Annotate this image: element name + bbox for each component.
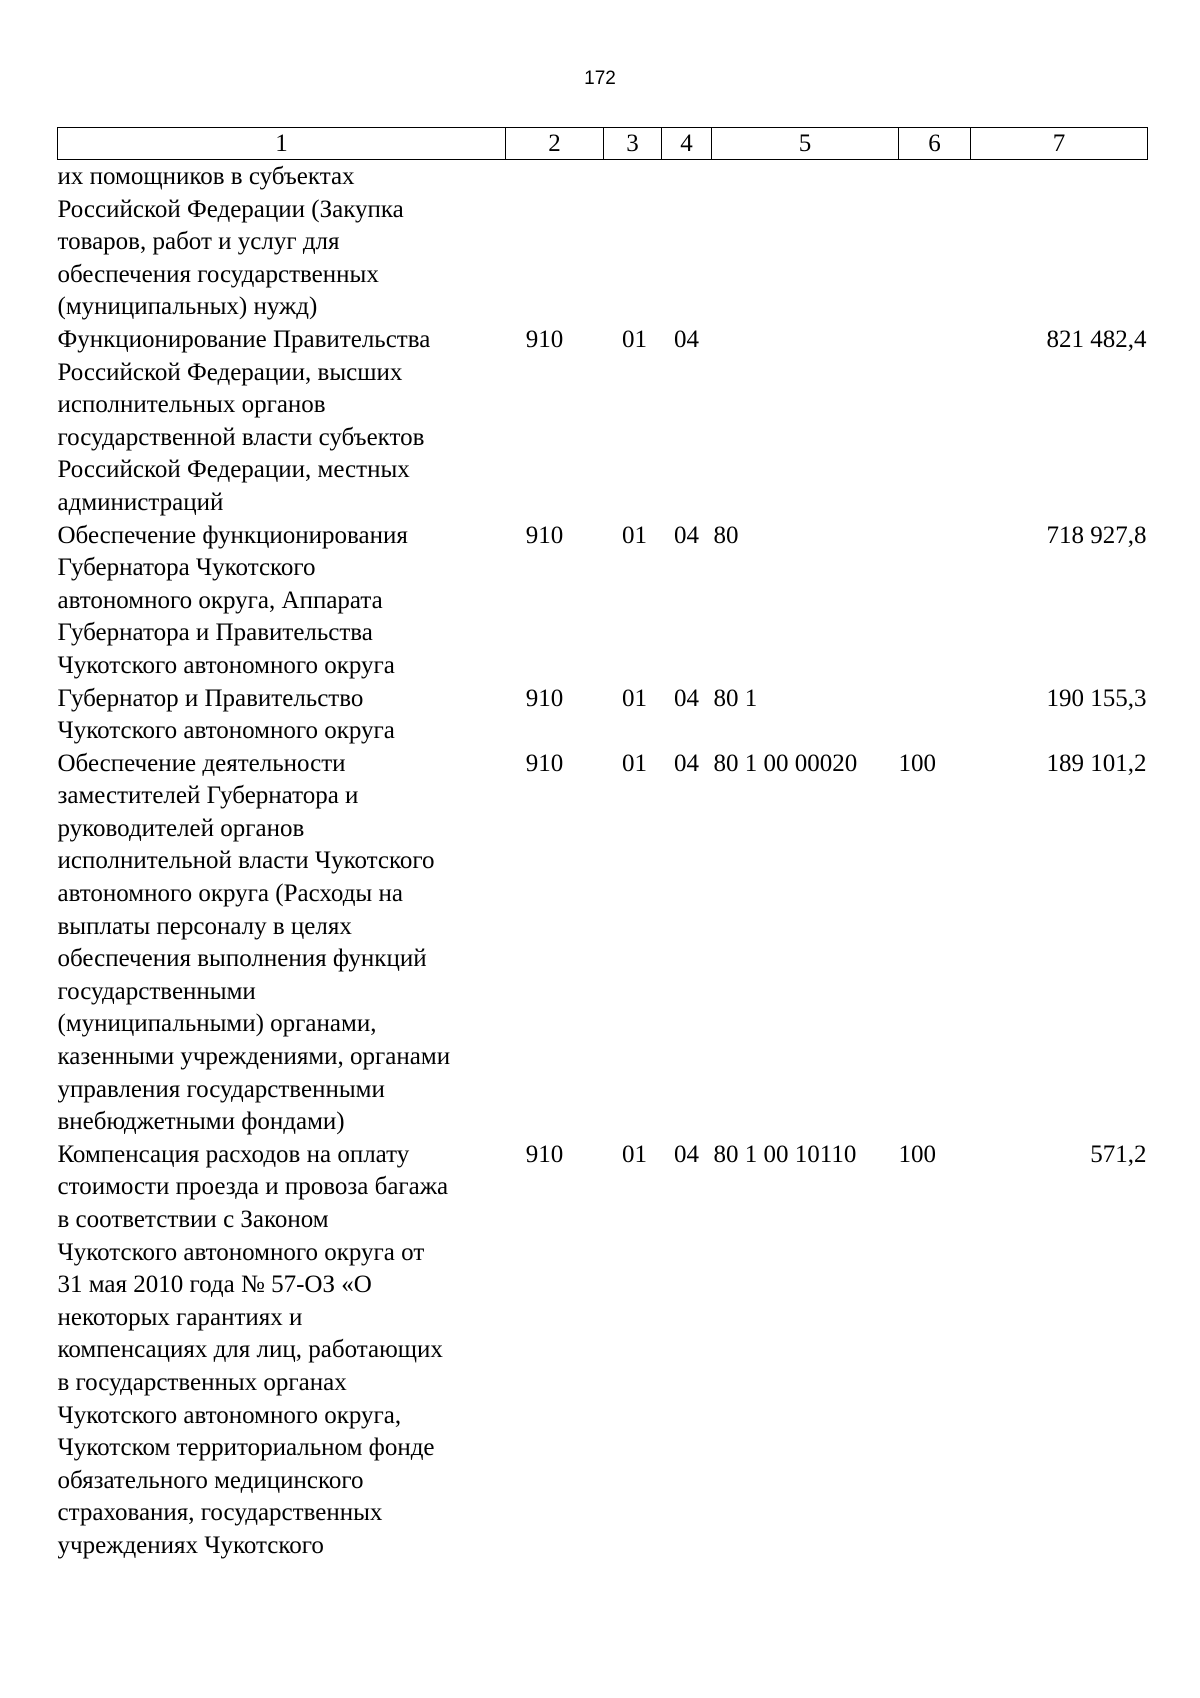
amount-cell: 718 927,8 bbox=[1046, 521, 1147, 549]
amount-cell: 571,2 bbox=[1090, 1140, 1147, 1168]
budget-table bbox=[57, 127, 1148, 1563]
ministry-code-cell: 910 bbox=[525, 684, 564, 712]
target-article-cell bbox=[712, 324, 899, 520]
expense-type-cell bbox=[899, 520, 971, 683]
row-description bbox=[58, 160, 506, 324]
page-number: 172 bbox=[584, 68, 616, 89]
section-code-cell: 01 bbox=[622, 325, 647, 353]
description-line: Российской Федерации, высших bbox=[57, 358, 403, 386]
amount-cell bbox=[971, 160, 1148, 324]
expense-type-cell bbox=[899, 160, 971, 324]
table-header bbox=[58, 128, 1148, 160]
description-line: Чукотского автономного округа bbox=[57, 717, 395, 745]
description-line: Компенсация расходов на оплату bbox=[57, 1140, 410, 1168]
description-line: обеспечения государственных bbox=[57, 260, 379, 288]
column-header-6: 6 bbox=[899, 128, 971, 160]
table-row bbox=[58, 1139, 1148, 1563]
table-body bbox=[58, 160, 1148, 1563]
subsection-code-cell: 04 bbox=[674, 684, 699, 712]
amount-cell: 821 482,4 bbox=[1046, 325, 1147, 353]
description-line: автономного округа (Расходы на bbox=[57, 880, 403, 908]
description-line: Функционирование Правительства bbox=[57, 325, 431, 353]
target-article-cell: 80 1 00 00020 bbox=[713, 749, 858, 777]
description-line: управления государственными bbox=[57, 1075, 385, 1103]
target-article-cell: 80 bbox=[713, 521, 739, 549]
section-code-cell: 01 bbox=[622, 684, 647, 712]
subsection-code-cell bbox=[662, 160, 712, 324]
row-description bbox=[58, 520, 506, 683]
description-line: государственными bbox=[57, 977, 256, 1005]
description-line: руководителей органов bbox=[57, 814, 305, 842]
column-header-4: 4 bbox=[662, 128, 712, 160]
row-description bbox=[58, 324, 506, 520]
description-line: Губернатора Чукотского bbox=[57, 554, 316, 582]
description-line: исполнительных органов bbox=[57, 391, 326, 419]
description-line: Обеспечение деятельности bbox=[57, 749, 346, 777]
ministry-code-cell bbox=[506, 160, 604, 324]
description-line: Чукотского автономного округа от bbox=[57, 1238, 425, 1266]
table-row bbox=[58, 520, 1148, 683]
description-line: Чукотского автономного округа bbox=[57, 651, 395, 679]
description-line: исполнительной власти Чукотского bbox=[57, 847, 435, 875]
description-line: заместителей Губернатора и bbox=[57, 782, 359, 810]
expense-type-cell: 100 bbox=[898, 749, 936, 777]
description-line: страхования, государственных bbox=[57, 1499, 383, 1527]
section-code-cell: 01 bbox=[622, 749, 647, 777]
expense-type-cell bbox=[899, 324, 971, 520]
ministry-code-cell: 910 bbox=[525, 325, 564, 353]
row-description bbox=[58, 1139, 506, 1563]
description-line: внебюджетными фондами) bbox=[57, 1108, 345, 1136]
description-line: Чукотского автономного округа, bbox=[57, 1401, 402, 1429]
column-header-3: 3 bbox=[604, 128, 662, 160]
description-line: Губернатор и Правительство bbox=[57, 684, 364, 712]
description-line: (муниципальных) нужд) bbox=[57, 293, 318, 321]
description-line: в государственных органах bbox=[57, 1368, 347, 1396]
section-code-cell: 01 bbox=[622, 1140, 647, 1168]
description-line: автономного округа, Аппарата bbox=[57, 586, 383, 614]
header-row bbox=[58, 128, 1148, 160]
description-line: казенными учреждениями, органами bbox=[57, 1043, 451, 1071]
description-line: 31 мая 2010 года № 57-ОЗ «О bbox=[57, 1271, 372, 1299]
expense-type-cell: 100 bbox=[898, 1140, 936, 1168]
column-header-2: 2 bbox=[506, 128, 604, 160]
description-line: Российской Федерации, местных bbox=[57, 456, 410, 484]
subsection-code-cell: 04 bbox=[674, 749, 699, 777]
description-line: некоторых гарантиях и bbox=[57, 1303, 303, 1331]
description-line: обеспечения выполнения функций bbox=[57, 945, 427, 973]
description-line: в соответствии с Законом bbox=[57, 1206, 329, 1233]
amount-cell: 189 101,2 bbox=[1046, 749, 1147, 777]
description-line: стоимости проезда и провоза багажа bbox=[57, 1173, 449, 1201]
column-header-1: 1 bbox=[58, 128, 506, 160]
description-line: Чукотском территориальном фонде bbox=[57, 1434, 435, 1462]
ministry-code-cell: 910 bbox=[525, 749, 564, 777]
description-line: Губернатора и Правительства bbox=[57, 619, 373, 647]
description-line: администраций bbox=[57, 488, 224, 516]
ministry-code-cell: 910 bbox=[525, 1140, 564, 1168]
column-header-7: 7 bbox=[971, 128, 1148, 160]
table-row bbox=[58, 324, 1148, 520]
description-line: Обеспечение функционирования bbox=[57, 521, 408, 549]
subsection-code-cell: 04 bbox=[674, 325, 699, 353]
description-line: (муниципальными) органами, bbox=[57, 1010, 377, 1038]
description-line: Российской Федерации (Закупка bbox=[57, 195, 404, 223]
subsection-code-cell: 04 bbox=[674, 1140, 699, 1168]
section-code-cell: 01 bbox=[622, 521, 647, 549]
table-row bbox=[58, 748, 1148, 1139]
row-description bbox=[58, 748, 506, 1139]
section-code-cell bbox=[604, 160, 662, 324]
table-row bbox=[58, 160, 1148, 324]
row-description bbox=[58, 683, 506, 748]
description-line: учреждениях Чукотского bbox=[57, 1531, 324, 1559]
column-header-5: 5 bbox=[712, 128, 899, 160]
expense-type-cell bbox=[899, 683, 971, 748]
table-row bbox=[58, 683, 1148, 748]
target-article-cell: 80 1 00 10110 bbox=[713, 1140, 857, 1168]
description-line: выплаты персоналу в целях bbox=[57, 912, 352, 940]
target-article-cell bbox=[712, 160, 899, 324]
description-line: товаров, работ и услуг для bbox=[57, 228, 340, 256]
description-line: обязательного медицинского bbox=[57, 1466, 364, 1494]
target-article-cell: 80 1 bbox=[713, 684, 758, 712]
description-line: государственной власти субъектов bbox=[57, 423, 425, 451]
description-line: их помощников в субъектах bbox=[57, 163, 355, 190]
ministry-code-cell: 910 bbox=[525, 521, 564, 549]
description-line: компенсациях для лиц, работающих bbox=[57, 1336, 443, 1364]
amount-cell: 190 155,3 bbox=[1046, 684, 1147, 712]
subsection-code-cell: 04 bbox=[674, 521, 699, 549]
